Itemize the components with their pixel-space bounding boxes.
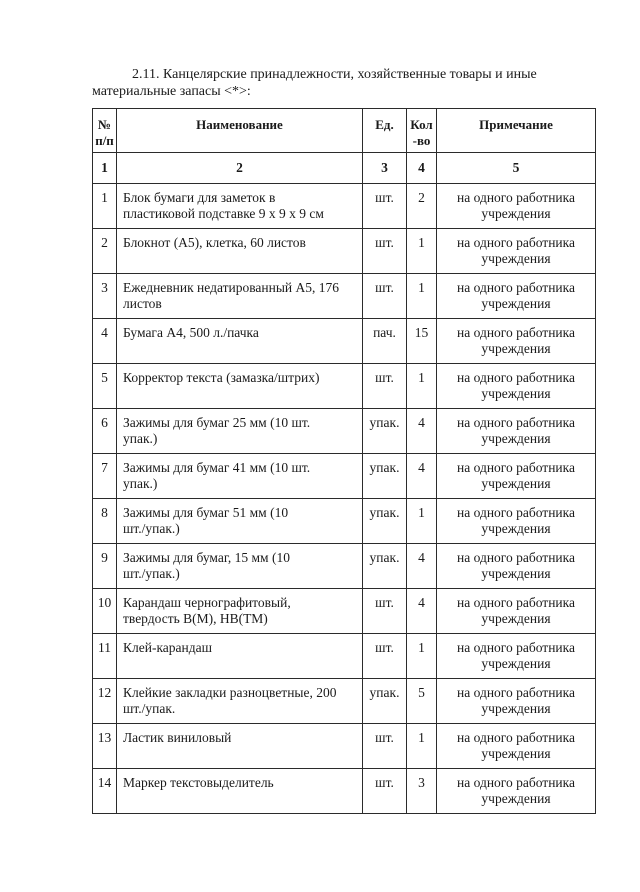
header-name: Наименование [117,109,363,153]
item-note-line-2: учреждения [481,746,551,761]
section-heading-line-1: 2.11. Канцелярские принадлежности, хозяйственные товары и иные [132,67,537,82]
item-name-line-2: шт./упак.) [123,566,180,581]
item-unit: упак. [363,454,407,499]
item-unit: шт. [363,274,407,319]
item-quantity: 1 [407,274,437,319]
item-name [117,184,363,229]
item-name-line-1: Зажимы для бумаг 41 мм (10 шт. [123,460,311,475]
header-unit: Ед. [363,109,407,153]
item-note-line-2: учреждения [481,296,551,311]
section-heading-line-2: материальные запасы <*>: [92,84,251,99]
item-name-line-1: Блокнот (А5), клетка, 60 листов [123,235,306,250]
table-row [93,679,596,724]
item-note-line-2: учреждения [481,611,551,626]
item-unit: шт. [363,589,407,634]
item-note-line-2: учреждения [481,476,551,491]
item-name [117,274,363,319]
item-note-line-2: учреждения [481,521,551,536]
row-number: 2 [93,229,117,274]
header-qty-line-2: -во [412,133,431,148]
item-unit: шт. [363,364,407,409]
item-name-line-2: упак.) [123,476,158,491]
item-unit: шт. [363,634,407,679]
item-name [117,589,363,634]
row-number: 7 [93,454,117,499]
item-note [437,769,596,814]
item-name [117,454,363,499]
item-name [117,499,363,544]
table-row [93,724,596,769]
item-note [437,409,596,454]
row-number: 6 [93,409,117,454]
row-number: 1 [93,184,117,229]
table-row [93,499,596,544]
header-num-line-1: № [97,117,112,132]
column-number-1: 1 [93,153,117,184]
table-row [93,274,596,319]
item-name-line-1: Клейкие закладки разноцветные, 200 [123,685,337,700]
item-unit: упак. [363,499,407,544]
item-note [437,364,596,409]
table-row [93,589,596,634]
item-name-line-2: твердость В(М), НВ(ТМ) [123,611,268,626]
item-unit: упак. [363,679,407,724]
item-name [117,634,363,679]
item-note-line-2: учреждения [481,701,551,716]
column-number-5: 5 [437,153,596,184]
item-name-line-1: Карандаш чернографитовый, [123,595,291,610]
column-number-row [93,153,596,184]
item-note-line-2: учреждения [481,791,551,806]
item-unit: шт. [363,229,407,274]
item-note-line-1: на одного работника [457,370,575,385]
item-quantity: 4 [407,409,437,454]
item-note [437,274,596,319]
table-row [93,769,596,814]
table-row [93,319,596,364]
item-unit: шт. [363,724,407,769]
item-note [437,724,596,769]
column-number-3: 3 [363,153,407,184]
item-quantity: 1 [407,499,437,544]
item-quantity: 15 [407,319,437,364]
item-quantity: 5 [407,679,437,724]
item-name [117,229,363,274]
item-name-line-1: Маркер текстовыделитель [123,775,274,790]
item-name-line-2: шт./упак.) [123,521,180,536]
item-name-line-1: Зажимы для бумаг 25 мм (10 шт. [123,415,311,430]
item-note-line-1: на одного работника [457,640,575,655]
column-number-2: 2 [117,153,363,184]
item-note [437,544,596,589]
item-note [437,319,596,364]
item-note [437,454,596,499]
item-note-line-2: учреждения [481,386,551,401]
item-quantity: 4 [407,544,437,589]
column-number-4: 4 [407,153,437,184]
item-note-line-1: на одного работника [457,685,575,700]
row-number: 3 [93,274,117,319]
item-name-line-2: листов [123,296,162,311]
item-quantity: 1 [407,229,437,274]
item-name-line-1: Ежедневник недатированный А5, 176 [123,280,340,295]
item-quantity: 4 [407,589,437,634]
item-note-line-1: на одного работника [457,190,575,205]
item-note-line-1: на одного работника [457,730,575,745]
row-number: 11 [93,634,117,679]
item-unit: упак. [363,544,407,589]
item-name-line-2: шт./упак. [123,701,176,716]
item-note [437,634,596,679]
item-name-line-2: пластиковой подставке 9 х 9 х 9 см [123,206,324,221]
item-note-line-1: на одного работника [457,460,575,475]
item-name [117,409,363,454]
item-note-line-1: на одного работника [457,505,575,520]
item-note [437,499,596,544]
item-quantity: 2 [407,184,437,229]
item-unit: упак. [363,409,407,454]
item-name [117,724,363,769]
item-note [437,679,596,724]
row-number: 13 [93,724,117,769]
section-heading [92,66,612,100]
item-quantity: 4 [407,454,437,499]
item-quantity: 1 [407,634,437,679]
table-row [93,364,596,409]
item-name [117,769,363,814]
item-name-line-1: Зажимы для бумаг, 15 мм (10 [123,550,290,565]
item-name [117,679,363,724]
item-name-line-1: Блок бумаги для заметок в [123,190,276,205]
table-row [93,454,596,499]
row-number: 10 [93,589,117,634]
item-unit: шт. [363,769,407,814]
item-quantity: 3 [407,769,437,814]
item-note [437,184,596,229]
table-row [93,544,596,589]
item-name-line-1: Зажимы для бумаг 51 мм (10 [123,505,289,520]
item-note [437,229,596,274]
supplies-table [92,108,596,814]
row-number: 4 [93,319,117,364]
item-name-line-1: Клей-карандаш [123,640,213,655]
item-note-line-2: учреждения [481,656,551,671]
item-name [117,364,363,409]
table-body [93,184,596,814]
item-note-line-2: учреждения [481,251,551,266]
item-name-line-1: Корректор текста (замазка/штрих) [123,370,320,385]
row-number: 8 [93,499,117,544]
row-number: 9 [93,544,117,589]
item-name-line-1: Бумага А4, 500 л./пачка [123,325,259,340]
header-qty-line-1: Кол [410,117,433,132]
item-quantity: 1 [407,724,437,769]
item-note-line-1: на одного работника [457,325,575,340]
header-num-line-2: п/п [95,133,114,148]
item-unit: пач. [363,319,407,364]
table-row [93,634,596,679]
table-row [93,409,596,454]
item-quantity: 1 [407,364,437,409]
item-note-line-2: учреждения [481,431,551,446]
row-number: 12 [93,679,117,724]
row-number: 5 [93,364,117,409]
item-note [437,589,596,634]
item-name-line-1: Ластик виниловый [123,730,232,745]
table-row [93,229,596,274]
header-note: Примечание [437,109,596,153]
item-name-line-2: упак.) [123,431,158,446]
row-number: 14 [93,769,117,814]
item-note-line-1: на одного работника [457,595,575,610]
header-qty [407,109,437,153]
item-note-line-2: учреждения [481,206,551,221]
item-note-line-2: учреждения [481,566,551,581]
table-row [93,184,596,229]
item-name [117,544,363,589]
table-header-row [93,109,596,153]
item-unit: шт. [363,184,407,229]
item-name [117,319,363,364]
item-note-line-1: на одного работника [457,550,575,565]
item-note-line-1: на одного работника [457,415,575,430]
item-note-line-2: учреждения [481,341,551,356]
item-note-line-1: на одного работника [457,775,575,790]
item-note-line-1: на одного работника [457,280,575,295]
item-note-line-1: на одного работника [457,235,575,250]
header-num [93,109,117,153]
